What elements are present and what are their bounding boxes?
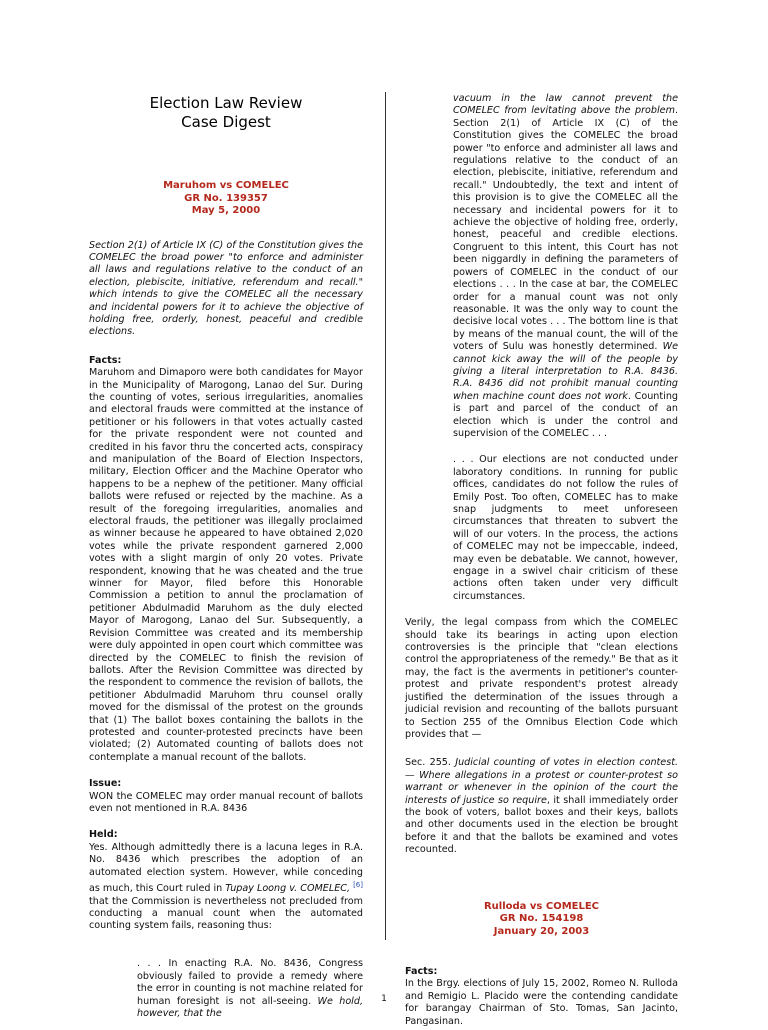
case1-issue-heading: Issue: [89,778,122,790]
case1-intro: Section 2(1) of Article IX (C) of the Constitution gives the COMELEC the broad power "to enforce and administer all laws and regulations relative to the conduct of an election, plebiscite, initiative, referendum and recall." which intends to give the COMELEC all the necessary and incidental powers for it to achieve the objective of holding free, orderly, honest, peaceful and credible elections. [89,239,363,338]
quote1-text-f: . Counting is part and parcel of the conduct of an election which is under the control and supervision of the COMELEC . . . [453,390,678,439]
case1-gr: GR No. 139357 [184,192,268,204]
quote1-text-e: We cannot kick away the will of the people by giving a literal interpretation to R.A. 8436. R.A. 8436 did not prohibit manual counting when machine count does not work [453,341,678,402]
quote1-part1 [137,958,363,1020]
case1-facts-heading: Facts: [89,354,122,366]
case2-name: Rulloda vs COMELEC [483,900,600,912]
document-title [89,94,363,132]
case1-issue: WON the COMELEC may order manual recount of ballots even not mentioned in R.A. 8436 [89,790,363,814]
right-column [405,93,678,1028]
quote1-text-a: . . . In enacting R.A. No. 8436, Congress obviously failed to provide a remedy where the error in counting is not machine related for human foresight is not all-seeing. [137,958,363,1007]
quote1-text-c: vacuum in the law cannot prevent the COMELEC from levitating above the problem [453,93,678,117]
case1-verily: Verily, the legal compass from which the COMELEC should take its bearings in acting upon election controversies is the principle that "clean elections control the appropriateness of the remedy." Be that as it may, the fact is the averments in petitioner's counter-protest and private respondent's protest already justified the determination of the issues through a judicial revision and recounting of the ballots pursuant to Section 255 of the Omnibus Election Code which provides that — [405,617,678,740]
case2-header [405,901,678,939]
case1-name: Maruhom vs COMELEC [163,180,289,191]
column-divider [385,92,386,940]
case1-held-heading: Held: [89,829,118,841]
case2-gr: GR No. 154198 [499,913,584,925]
case1-header [89,180,363,218]
footnote-link[interactable]: [6] [353,881,363,889]
left-column [89,90,363,1030]
sec255 [405,757,678,856]
case2-date: January 20, 2003 [493,925,590,937]
quote1-part2 [453,93,678,440]
case2-facts-heading: Facts: [405,966,438,978]
case1-facts: Maruhom and Dimaporo were both candidates for Mayor in the Municipality of Marogong, Lanao del Sur. During the counting of votes, serious irregularities, anomalies and electoral frauds were committed at the instance of petitioner or his followers in that votes actually casted for the private respondent were not counted and credited in his favor thru the concerted acts, conspiracy and manipulation of the Board of Election Inspectors, military, Election Officer and the Machine Operator who happens to be a nephew of the petitioner. Many official ballots were refused or rejected by the machine. As a result of the foregoing irregularities, anomalies and electoral frauds, the petitioner was illegally proclaimed as winner because he appeared to have obtained 2,020 votes while the private respondent garnered 2,000 votes with a slight margin of only 20 votes. Private respondent, knowing that he was cheated and the true winner for Mayor, filed before this Honorable Commission a petition to annul the proclamation of petitioner Abdulmadid Maruhom as the duly elected Mayor of Marogong, Lanao del Sur. Subsequently, a Revision Committee was created and its membership were duly appointed in open court which committee was directed by the COMELEC to finish the revision of ballots. After the Revision Committee was directed by the respondent to commence the revision of ballots, the petitioner Abdulmadid Maruhom thru counsel orally moved for the dismissal of the protest on the grounds that (1) The ballot boxes containing the ballots in the protested and counter-protested precincts have been violated; (2) Automated counting of ballots does not contemplate a manual recount of the ballots. [89,367,363,763]
sec255-title: Judicial counting of votes in election contest. — Where allegations in a protest or counter-protest so warrant or whenever in the opinion of the court the interests of justice so require [405,757,679,806]
held-case-citation: Tupay Loong v. COMELEC, [225,883,351,895]
quote2: . . . Our elections are not conducted under laboratory conditions. In running for public offices, candidates do not follow the rules of Emily Post. Too often, COMELEC has to make snap judgments to meet unforeseen circumstances that threaten to subvert the will of our voters. In the process, the actions of COMELEC may not be impeccable, indeed, may even be debatable. We cannot, however, engage in a swivel chair criticism of these actions often taken under very difficult circumstances. [453,454,678,602]
quote1-text-b: We hold, however, that the [137,995,363,1020]
case1-date: May 5, 2000 [191,205,261,216]
held-text-b: that the Commission is nevertheless not precluded from conducting a manual count when the automated counting system fails, reasoning thus: [89,895,363,932]
title-line-1: Election Law Review [149,94,303,112]
case2-facts: In the Brgy. elections of July 15, 2002, Romeo N. Rulloda and Remigio L. Placido were the contending candidate for barangay Chairman of Sto. Tomas, San Jacinto, Pangasinan. [405,978,678,1027]
held-text-a: Yes. Although admittedly there is a lacuna leges in R.A. No. 8436 which prescribes the adoption of an automated election system. However, while conceding as much, this Court ruled in [89,841,363,895]
case1-held [89,842,363,933]
sec255-label: Sec. 255. [405,757,456,769]
title-line-2: Case Digest [181,113,271,131]
sec255-body: , it shall immediately order the book of voters, ballot boxes and their keys, ballots and other documents used in the election be brought before it and that the ballots be examined and votes recounted. [405,794,678,856]
quote1-text-d: . Section 2(1) of Article IX (C) of the Constitution gives the COMELEC the broad power "to enforce and administer all laws and regulations relative to the conduct of an election, plebiscite, initiative, referendum and recall." Undoubtedly, the text and intent of this provision is to give the COMELEC all the necessary and incidental powers for it to achieve the objective of holding free, orderly, honest, peaceful and credible elections. Congruent to this intent, this Court has not been niggardly in defining the parameters of powers of COMELEC in the conduct of our elections . . . In the case at bar, the COMELEC order for a manual count was not only reasonable. It was the only way to count the decisive local votes . . . The bottom line is that by means of the manual count, the will of the voters of Sulu was honestly determined. [453,105,678,353]
page-number: 1 [381,994,387,1004]
